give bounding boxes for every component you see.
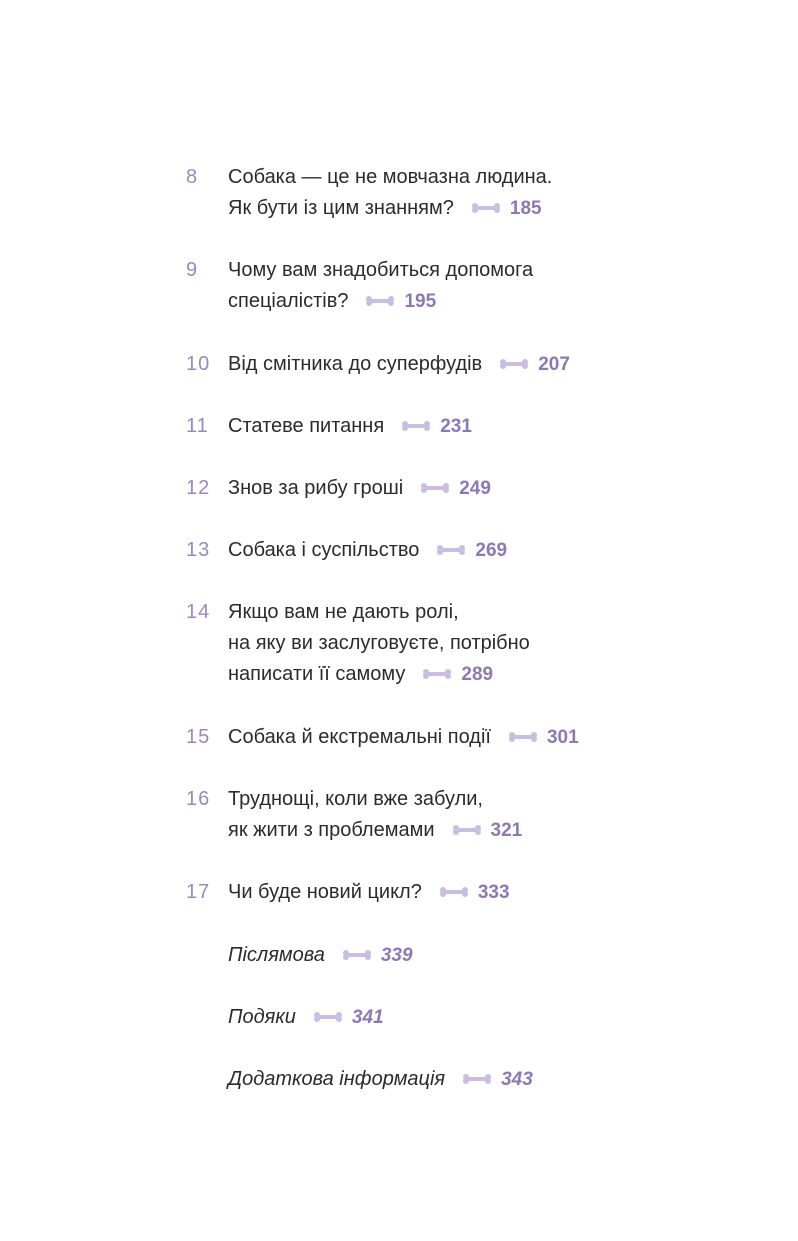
chapter-title-line: Собака і суспільство	[228, 539, 420, 561]
chapter-title	[228, 411, 708, 442]
chapter-title-line: Якщо вам не дають ролі,	[228, 601, 459, 623]
chapter-title-line: на яку ви заслуговуєте, потрібно	[228, 632, 530, 654]
page-number[interactable]: 333	[477, 882, 510, 903]
chapter-title	[228, 255, 708, 317]
bone-icon	[423, 669, 451, 679]
chapter-title-line: як жити з проблемами	[228, 819, 435, 841]
chapter-number: 11	[186, 415, 209, 437]
bone-icon	[463, 1074, 491, 1084]
page-number[interactable]: 269	[475, 540, 508, 561]
bone-icon	[343, 950, 371, 960]
chapter-title-line: Чи буде новий цикл?	[228, 881, 422, 903]
chapter-number: 8	[186, 166, 199, 188]
chapter-title-line: Знов за рибу гроші	[228, 477, 404, 499]
bone-icon	[314, 1012, 342, 1022]
chapter-title	[228, 349, 708, 380]
page-number[interactable]: 343	[501, 1069, 533, 1090]
chapter-title-line: Післямова	[228, 944, 325, 966]
page-number[interactable]: 185	[509, 198, 542, 219]
page-number[interactable]: 301	[546, 727, 579, 748]
bone-icon	[440, 887, 468, 897]
chapter-title	[228, 1002, 708, 1033]
page-number[interactable]: 195	[404, 291, 437, 312]
chapter-title	[228, 940, 708, 971]
chapter-title-line: Собака й екстремальні події	[228, 726, 491, 748]
chapter-title-line: Труднощі, коли вже забули,	[228, 788, 483, 810]
bone-icon	[500, 359, 528, 369]
bone-icon	[453, 825, 481, 835]
chapter-title-line: Подяки	[228, 1006, 296, 1028]
bone-icon	[472, 203, 500, 213]
chapter-number: 12	[186, 477, 211, 499]
chapter-number: 15	[186, 726, 211, 748]
chapter-number: 16	[186, 788, 211, 810]
chapter-title	[228, 473, 708, 504]
page-number[interactable]: 231	[440, 416, 472, 437]
chapter-number: 10	[186, 353, 211, 375]
chapter-title	[228, 597, 708, 690]
page-number[interactable]: 341	[351, 1007, 384, 1028]
chapter-title-line: Статеве питання	[228, 415, 385, 437]
chapter-title-line: Собака — це не мовчазна людина.	[228, 166, 553, 188]
chapter-title	[228, 877, 708, 908]
chapter-title	[228, 784, 708, 846]
chapter-number: 9	[186, 259, 199, 281]
chapter-number: 14	[186, 601, 211, 623]
bone-icon	[402, 421, 430, 431]
page-number[interactable]: 321	[490, 820, 523, 841]
chapter-title	[228, 1064, 708, 1095]
chapter-title-line: Додаткова інформація	[228, 1068, 446, 1090]
chapter-title-line: Як бути із цим знанням?	[228, 197, 454, 219]
chapter-title	[228, 162, 708, 224]
chapter-title-line: написати її самому	[228, 663, 406, 685]
bone-icon	[509, 732, 537, 742]
chapter-title-line: спеціалістів?	[228, 290, 349, 312]
chapter-number: 13	[186, 539, 211, 561]
page-number[interactable]: 249	[459, 478, 491, 499]
bone-icon	[437, 545, 465, 555]
chapter-title	[228, 535, 708, 566]
chapter-title-line: Від смітника до суперфудів	[228, 353, 483, 375]
chapter-title-line: Чому вам знадобиться допомога	[228, 259, 534, 281]
page-number[interactable]: 207	[538, 354, 570, 375]
bone-icon	[366, 296, 394, 306]
chapter-title	[228, 722, 708, 753]
bone-icon	[421, 483, 449, 493]
page-number[interactable]: 289	[461, 664, 494, 685]
chapter-number: 17	[186, 881, 211, 903]
page-number[interactable]: 339	[380, 945, 413, 966]
